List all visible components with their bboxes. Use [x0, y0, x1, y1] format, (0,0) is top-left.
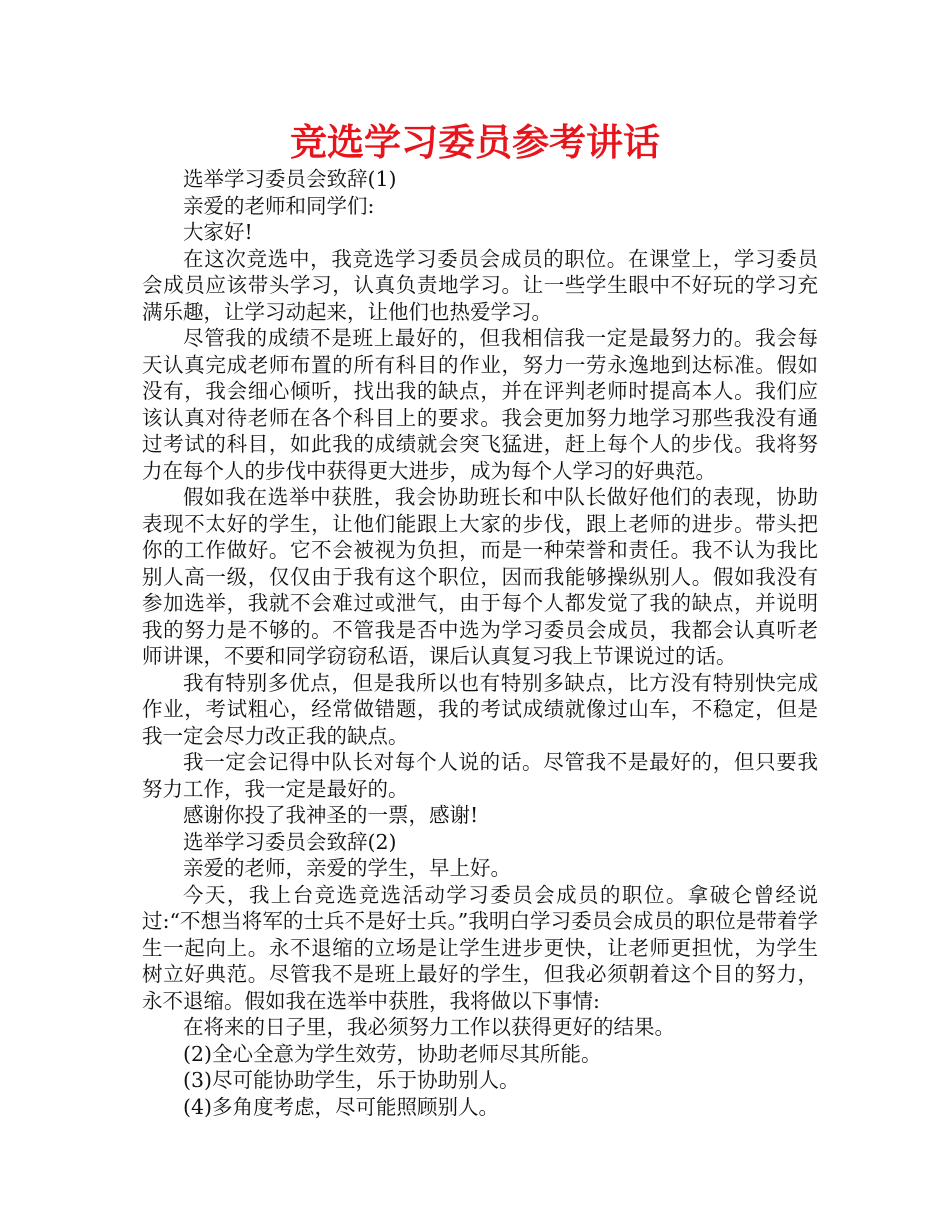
document-body — [142, 166, 818, 1120]
paragraph: 我有特别多优点，但是我所以也有特别多缺点，比方没有特别快完成作业，考试粗心，经常做错题，我的考试成绩就像过山车，不稳定，但是我一定会尽力改正我的缺点。 — [142, 670, 818, 748]
document-title: 竞选学习委员参考讲话 — [290, 121, 660, 164]
paragraph: (2)全心全意为学生效劳，协助老师尽其所能。 — [183, 1041, 602, 1066]
paragraph: 选举学习委员会致辞(2) — [183, 829, 397, 854]
paragraph: 假如我在选举中获胜，我会协助班长和中队长做好他们的表现，协助表现不太好的学生，让他们能跟上大家的步伐，跟上老师的进步。带头把你的工作做好。它不会被视为负担，而是一种荣誉和责任。我不认为我比别人高一级，仅仅由于我有这个职位，因而我能够操纵别人。假如我没有参加选举，我就不会难过或泄气，由于每个人都发觉了我的缺点，并说明我的努力是不够的。不管我是否中选为学习委员会成员，我都会认真听老师讲课，不要和同学窃窃私语，课后认真复习我上节课说过的话。 — [142, 485, 818, 668]
paragraph: (4)多角度考虑，尽可能照顾别人。 — [183, 1094, 500, 1119]
paragraph: 大家好! — [183, 220, 253, 244]
paragraph: 选举学习委员会致辞(1) — [183, 167, 397, 191]
paragraph: (3)尽可能协助学生，乐于协助别人。 — [183, 1068, 520, 1092]
paragraph: 感谢你投了我神圣的一票，感谢! — [183, 803, 479, 827]
paragraph: 在这次竞选中，我竞选学习委员会成员的职位。在课堂上，学习委员会成员应该带头学习，认真负责地学习。让一些学生眼中不好玩的学习充满乐趣，让学习动起来，让他们也热爱学习。 — [142, 246, 818, 324]
paragraph: 在将来的日子里，我必须努力工作以获得更好的结果。 — [183, 1015, 675, 1039]
paragraph: 尽管我的成绩不是班上最好的，但我相信我一定是最努力的。我会每天认真完成老师布置的所有科目的作业，努力一劳永逸地到达标准。假如没有，我会细心倾听，找出我的缺点，并在评判老师时提高本人。我们应该认真对待老师在各个科目上的要求。我会更加努力地学习那些我没有通过考试的科目，如此我的成绩就会突飞猛进，赶上每个人的步伐。我将努力在每个人的步伐中获得更大进步，成为每个人学习的好典范。 — [142, 326, 818, 483]
paragraph: 我一定会记得中队长对每个人说的话。尽管我不是最好的，但只要我努力工作，我一定是最好的。 — [142, 750, 818, 801]
paragraph: 今天，我上台竞选竞选活动学习委员会成员的职位。拿破仑曾经说过:“不想当将军的士兵不是好士兵。”我明白学习委员会成员的职位是带着学生一起向上。永不退缩的立场是让学生进步更快，让老师更担忧，为学生树立好典范。尽管我不是班上最好的学生，但我必须朝着这个目的努力，永不退缩。假如我在选举中获胜，我将做以下事情: — [142, 882, 818, 1013]
paragraph: 亲爱的老师，亲爱的学生，早上好。 — [183, 856, 511, 880]
paragraph: 亲爱的老师和同学们: — [183, 193, 375, 218]
